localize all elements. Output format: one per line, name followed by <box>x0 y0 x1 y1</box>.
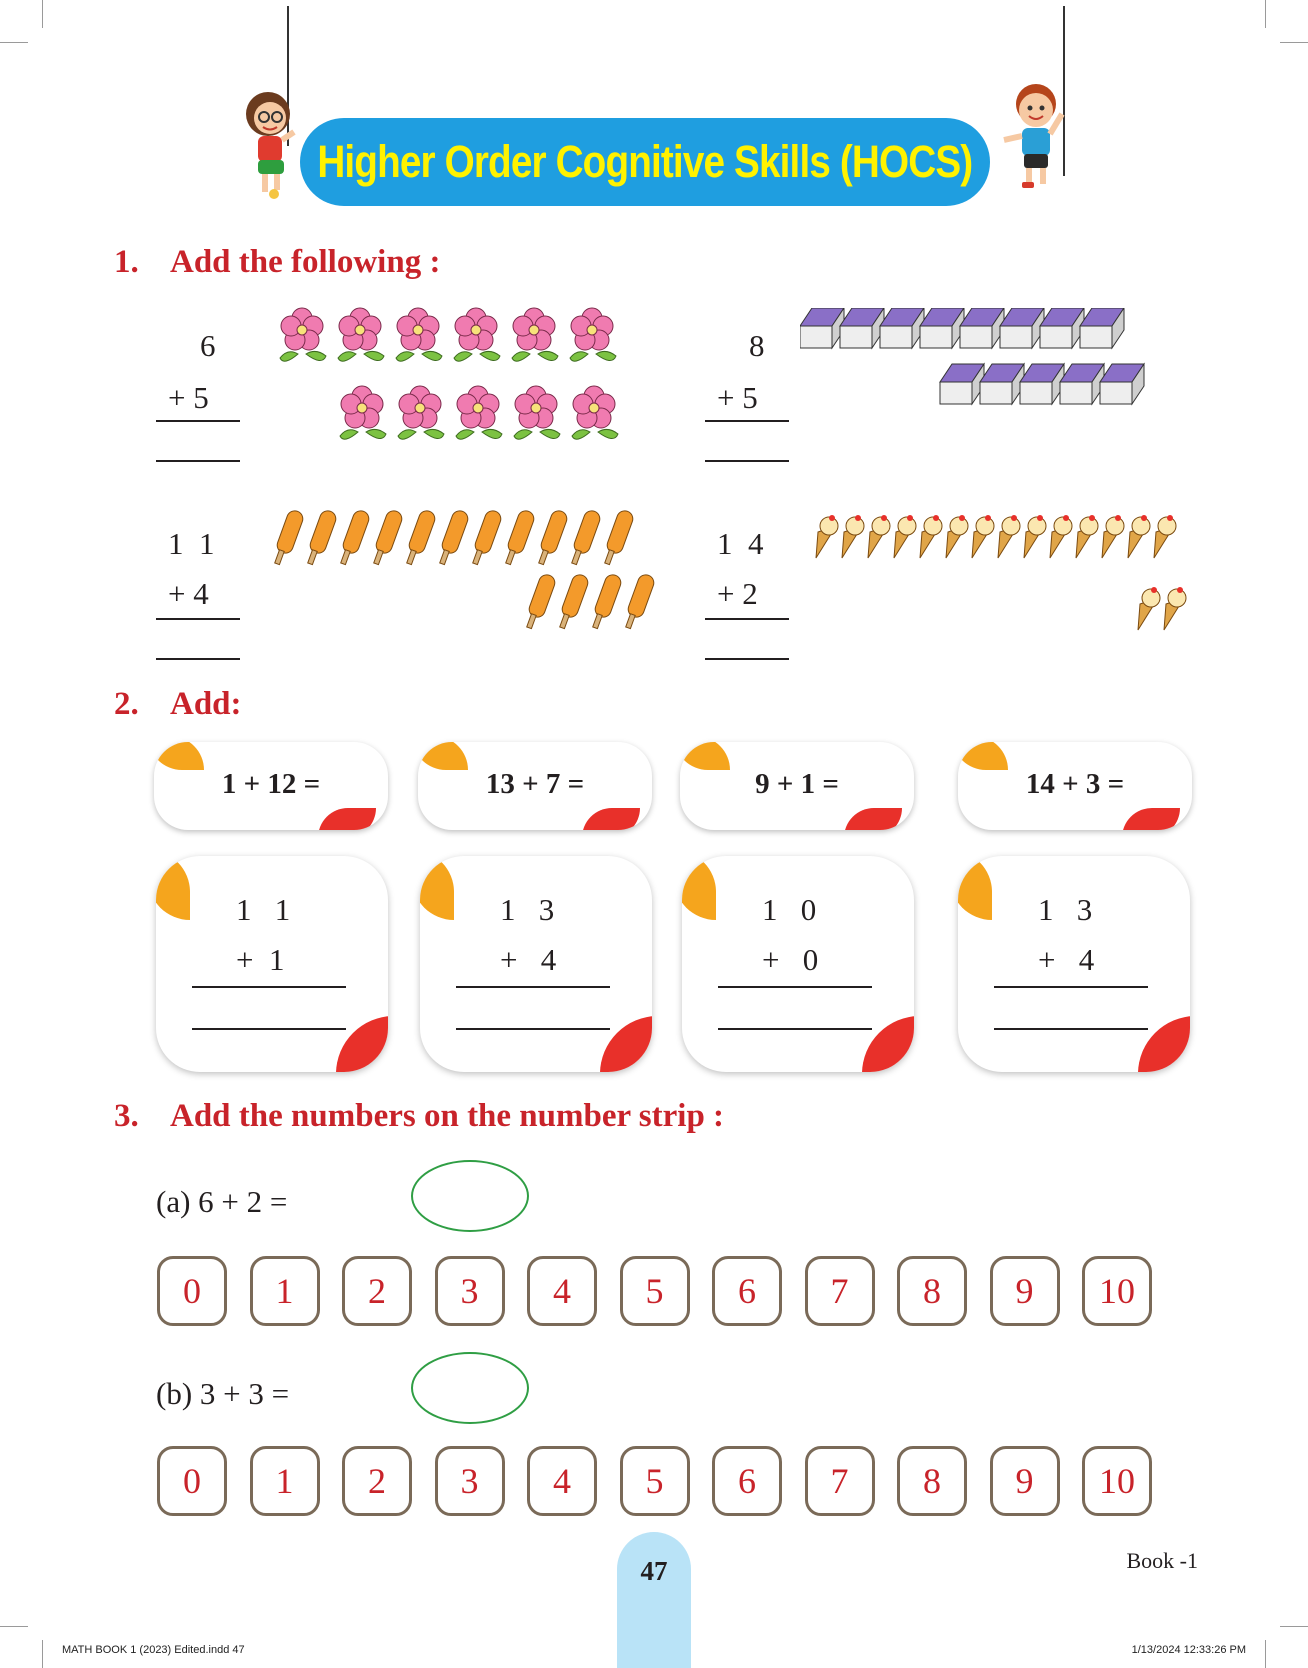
answer-oval[interactable] <box>411 1160 529 1232</box>
ice-lolly-pictures <box>272 510 672 630</box>
addition-card <box>418 742 652 830</box>
leaf-decoration <box>318 808 376 830</box>
leaf-decoration <box>418 742 468 770</box>
flower-icon <box>514 386 560 439</box>
addition-expression: 14 + 3 = <box>1025 768 1125 800</box>
crop-mark <box>0 42 28 43</box>
ice-lolly-icon <box>308 510 338 565</box>
flower-icon <box>512 308 558 361</box>
ice-lolly-icon <box>275 510 305 565</box>
question-1-text: Add the following : <box>170 244 441 280</box>
eraser-icon <box>840 308 884 348</box>
crop-mark <box>42 1640 43 1668</box>
ice-lolly-icon <box>341 510 371 565</box>
eraser-icon <box>980 364 1024 404</box>
question-3-heading <box>114 1098 724 1135</box>
ice-cream-cone-icon <box>1128 515 1150 558</box>
addition-card <box>958 742 1192 830</box>
sum-top: 1 0 <box>762 892 817 927</box>
ice-cream-cone-icon <box>998 515 1020 558</box>
eraser-icon <box>1100 364 1144 404</box>
girl-illustration <box>232 86 312 202</box>
sum-top: 8 <box>749 328 765 363</box>
sum-top: 1 3 <box>500 892 555 927</box>
addition-expression: 1 + 12 = <box>221 768 321 800</box>
answer-line <box>994 1028 1148 1030</box>
eraser-icon <box>920 308 964 348</box>
ice-lolly-icon <box>473 510 503 565</box>
question-2-heading <box>114 686 242 723</box>
number-box[interactable]: 0 <box>157 1446 227 1516</box>
ice-cream-cone-icon <box>1024 515 1046 558</box>
leaf-decoration <box>958 742 1008 770</box>
ice-cream-cone-icon <box>842 515 864 558</box>
sum-bottom: + 5 <box>168 380 209 415</box>
ice-cream-cone-icon <box>868 515 890 558</box>
eraser-icon <box>1020 364 1064 404</box>
number-box[interactable]: 4 <box>527 1256 597 1326</box>
crop-mark <box>1265 1640 1266 1668</box>
leaf-decoration <box>680 742 730 770</box>
answer-line <box>192 1028 346 1030</box>
sum-line <box>718 986 872 988</box>
leaf-decoration <box>1138 1016 1190 1072</box>
flower-icon <box>280 308 326 361</box>
vertical-addition-card <box>682 856 914 1072</box>
question-2-number: 2. <box>114 686 139 722</box>
eraser-icon <box>800 308 844 348</box>
ice-cream-cone-icon <box>920 515 942 558</box>
sum-bottom: + 5 <box>717 380 758 415</box>
eraser-icon <box>1000 308 1044 348</box>
vertical-sum-2 <box>705 328 795 468</box>
leaf-decoration <box>154 742 204 770</box>
ice-lolly-icon <box>527 573 557 629</box>
eraser-icon <box>1060 364 1104 404</box>
sum-bottom: + 1 <box>236 942 285 977</box>
ice-lolly-icon <box>560 573 590 629</box>
number-box[interactable]: 1 <box>250 1256 320 1326</box>
number-box[interactable]: 6 <box>712 1446 782 1516</box>
sum-top: 1 1 <box>236 892 291 927</box>
number-box[interactable]: 9 <box>990 1256 1060 1326</box>
answer-line <box>156 658 240 660</box>
number-box[interactable]: 2 <box>342 1256 412 1326</box>
ice-lolly-icon <box>407 510 437 565</box>
number-box[interactable]: 7 <box>805 1446 875 1516</box>
eraser-pictures <box>800 308 1192 412</box>
sum-line <box>456 986 610 988</box>
ice-cream-cone-icon <box>1076 515 1098 558</box>
ice-lolly-icon <box>539 510 569 565</box>
crop-mark <box>1265 0 1266 28</box>
leaf-decoration <box>582 808 640 830</box>
sum-bottom: + 2 <box>717 576 758 611</box>
flower-icon <box>398 386 444 439</box>
crop-mark <box>42 0 43 28</box>
page-title: Higher Order Cognitive Skills (HOCS) <box>317 136 973 187</box>
leaf-decoration <box>682 856 716 920</box>
ice-cream-cone-icon <box>1154 515 1176 558</box>
sum-bottom: + 0 <box>762 942 819 977</box>
sum-top: 1 4 <box>717 526 764 561</box>
number-box[interactable]: 8 <box>897 1256 967 1326</box>
sum-top: 6 <box>200 328 216 363</box>
addition-expression: 13 + 7 = <box>485 768 585 800</box>
flower-icon <box>570 308 616 361</box>
ice-lolly-icon <box>440 510 470 565</box>
number-box[interactable]: 5 <box>620 1256 690 1326</box>
number-box[interactable]: 7 <box>805 1256 875 1326</box>
answer-line <box>156 460 240 462</box>
vertical-sum-3 <box>156 526 246 666</box>
number-box[interactable]: 3 <box>435 1256 505 1326</box>
number-box[interactable]: 5 <box>620 1446 690 1516</box>
leaf-decoration <box>844 808 902 830</box>
footer-timestamp: 1/13/2024 12:33:26 PM <box>1131 1644 1246 1656</box>
addition-card <box>680 742 914 830</box>
sum-bottom: + 4 <box>500 942 557 977</box>
crop-mark <box>0 1626 28 1627</box>
vertical-addition-card <box>156 856 388 1072</box>
answer-oval[interactable] <box>411 1352 529 1424</box>
question-1-heading <box>114 244 440 281</box>
ice-cream-cone-icon <box>816 515 838 558</box>
ice-cream-cone-icon <box>894 515 916 558</box>
addition-expression: 9 + 1 = <box>755 768 839 800</box>
addition-card <box>154 742 388 830</box>
flower-icon <box>340 386 386 439</box>
leaf-decoration <box>1122 808 1180 830</box>
leaf-decoration <box>156 856 190 920</box>
eraser-icon <box>880 308 924 348</box>
ice-cream-cone-icon <box>946 515 968 558</box>
part-a-expression: (a) 6 + 2 = <box>156 1184 288 1219</box>
question-3-number: 3. <box>114 1098 139 1134</box>
ice-lolly-icon <box>605 510 635 565</box>
number-box[interactable]: 10 <box>1082 1446 1152 1516</box>
number-box[interactable]: 0 <box>157 1256 227 1326</box>
flower-icon <box>396 308 442 361</box>
flower-icon <box>454 308 500 361</box>
leaf-decoration <box>420 856 454 920</box>
answer-line <box>705 658 789 660</box>
eraser-icon <box>960 308 1004 348</box>
sum-line <box>156 420 240 422</box>
ice-lolly-icon <box>572 510 602 565</box>
book-name: Book -1 <box>1126 1548 1198 1573</box>
sum-line <box>705 420 789 422</box>
page-number: 47 <box>640 1556 668 1586</box>
boy-illustration <box>996 78 1082 194</box>
question-2-text: Add: <box>170 686 242 722</box>
crop-mark <box>1280 42 1308 43</box>
ice-cream-cone-icon <box>1138 587 1160 630</box>
sum-line <box>994 986 1148 988</box>
question-1-number: 1. <box>114 244 139 280</box>
crop-mark <box>1280 1626 1308 1627</box>
sum-top: 1 1 <box>168 526 215 561</box>
sum-top: 1 3 <box>1038 892 1093 927</box>
number-box[interactable]: 1 <box>250 1446 320 1516</box>
vertical-addition-card <box>958 856 1190 1072</box>
answer-line <box>456 1028 610 1030</box>
vertical-sum-1 <box>156 328 246 468</box>
vertical-addition-card <box>420 856 652 1072</box>
title-banner <box>300 118 990 206</box>
leaf-decoration <box>958 856 992 920</box>
ice-lolly-icon <box>593 573 623 629</box>
ice-lolly-icon <box>374 510 404 565</box>
eraser-icon <box>940 364 984 404</box>
flower-icon <box>572 386 618 439</box>
sum-line <box>192 986 346 988</box>
vertical-sum-4 <box>705 526 795 666</box>
number-box[interactable]: 8 <box>897 1446 967 1516</box>
ice-lolly-icon <box>506 510 536 565</box>
flower-icon <box>338 308 384 361</box>
sum-line <box>705 618 789 620</box>
flower-pictures <box>276 306 668 456</box>
sum-line <box>156 618 240 620</box>
sum-bottom: + 4 <box>168 576 209 611</box>
ice-cream-cone-icon <box>1050 515 1072 558</box>
footer-file: MATH BOOK 1 (2023) Edited.indd 47 <box>62 1644 245 1656</box>
number-box[interactable]: 9 <box>990 1446 1060 1516</box>
question-3-text: Add the numbers on the number strip : <box>170 1098 725 1134</box>
flower-icon <box>456 386 502 439</box>
ice-cream-cone-pictures <box>810 514 1200 646</box>
ice-cream-cone-icon <box>1164 587 1186 630</box>
part-b-expression: (b) 3 + 3 = <box>156 1376 290 1411</box>
answer-line <box>718 1028 872 1030</box>
number-box[interactable]: 4 <box>527 1446 597 1516</box>
leaf-decoration <box>862 1016 914 1072</box>
leaf-decoration <box>336 1016 388 1072</box>
ice-lolly-icon <box>626 573 656 629</box>
page-number-tab <box>617 1532 691 1668</box>
answer-line <box>705 460 789 462</box>
eraser-icon <box>1080 308 1124 348</box>
eraser-icon <box>1040 308 1084 348</box>
ice-cream-cone-icon <box>1102 515 1124 558</box>
number-box[interactable]: 6 <box>712 1256 782 1326</box>
number-box[interactable]: 3 <box>435 1446 505 1516</box>
sum-bottom: + 4 <box>1038 942 1095 977</box>
ice-cream-cone-icon <box>972 515 994 558</box>
number-box[interactable]: 10 <box>1082 1256 1152 1326</box>
leaf-decoration <box>600 1016 652 1072</box>
number-box[interactable]: 2 <box>342 1446 412 1516</box>
